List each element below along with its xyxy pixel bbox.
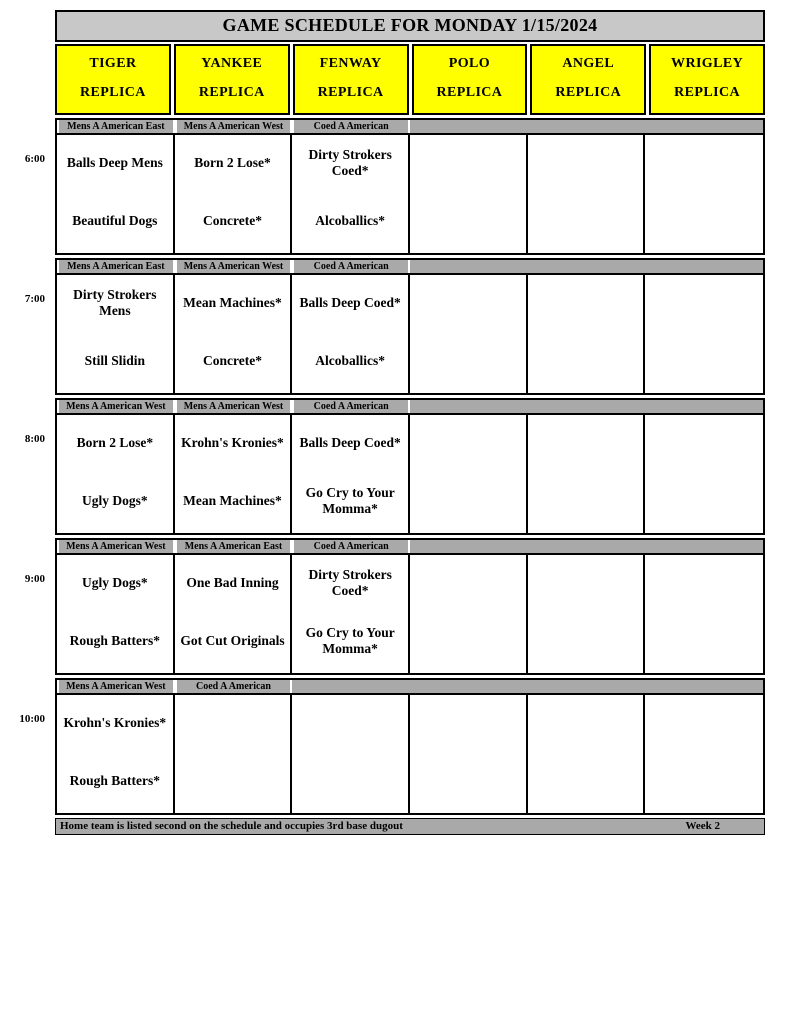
game-cell <box>175 135 293 253</box>
footer-bar <box>55 818 765 835</box>
field-name: ANGEL <box>562 56 615 71</box>
away-team <box>412 563 524 603</box>
schedule-block-9pm <box>0 538 791 675</box>
column-header-wrigley <box>649 44 765 115</box>
game-cell <box>528 275 646 393</box>
away-team <box>412 703 524 743</box>
field-name: FENWAY <box>319 56 382 71</box>
away-team: Born 2 Lose* <box>194 155 271 171</box>
game-cell <box>175 415 293 533</box>
league-cell: Mens A American West <box>177 120 291 133</box>
game-cell <box>292 135 410 253</box>
games-row <box>55 693 765 815</box>
game-cell <box>528 555 646 673</box>
game-cell <box>645 695 763 813</box>
league-cell: Coed A American <box>177 680 291 693</box>
home-team: Go Cry to Your Momma* <box>305 485 395 516</box>
column-header-fenway <box>293 44 409 115</box>
away-team <box>412 423 524 463</box>
league-cell: Mens A American West <box>177 260 291 273</box>
league-cell: Mens A American East <box>59 120 173 133</box>
field-sub: REPLICA <box>317 85 384 100</box>
away-team: Balls Deep Mens <box>66 155 163 171</box>
home-team <box>412 761 524 801</box>
league-cell: Mens A American West <box>59 400 173 413</box>
home-team <box>177 761 289 801</box>
away-team <box>530 703 642 743</box>
league-cell <box>410 680 528 693</box>
away-team <box>647 423 761 463</box>
home-team <box>530 481 642 521</box>
column-header-polo <box>412 44 528 115</box>
games-row <box>55 413 765 535</box>
home-team <box>412 481 524 521</box>
game-cell <box>645 415 763 533</box>
league-cell <box>528 400 646 413</box>
away-team: Born 2 Lose* <box>76 435 154 451</box>
league-row <box>55 398 765 413</box>
away-team <box>530 283 642 323</box>
home-team: Concrete* <box>203 353 262 369</box>
league-cell <box>410 400 528 413</box>
league-cell <box>410 260 528 273</box>
home-team <box>647 761 761 801</box>
field-name: POLO <box>448 56 491 71</box>
home-team: Still Slidin <box>84 353 146 369</box>
league-cell: Coed A American <box>294 260 408 273</box>
league-cell <box>292 680 410 693</box>
home-team: Rough Batters* <box>69 633 161 649</box>
game-cell <box>645 275 763 393</box>
league-cell <box>645 540 763 553</box>
home-team <box>530 201 642 241</box>
away-team <box>177 703 289 743</box>
league-cell <box>528 540 646 553</box>
league-cell <box>410 540 528 553</box>
field-header-row <box>55 44 765 115</box>
home-team <box>530 341 642 381</box>
game-cell <box>410 415 528 533</box>
schedule-title: GAME SCHEDULE FOR MONDAY 1/15/2024 <box>55 10 765 42</box>
away-team <box>647 143 761 183</box>
league-cell <box>528 120 646 133</box>
league-cell: Mens A American West <box>59 680 173 693</box>
game-cell <box>410 695 528 813</box>
away-team <box>530 563 642 603</box>
schedule-block-7pm <box>0 258 791 395</box>
away-team <box>412 283 524 323</box>
game-cell <box>292 275 410 393</box>
home-team <box>647 341 761 381</box>
schedule-block-6pm <box>0 118 791 255</box>
away-team: Mean Machines* <box>183 295 282 311</box>
home-team: Ugly Dogs* <box>82 493 148 509</box>
away-team <box>647 563 761 603</box>
home-team <box>647 481 761 521</box>
game-cell <box>410 275 528 393</box>
game-cell <box>292 555 410 673</box>
home-team: Rough Batters* <box>69 773 161 789</box>
column-header-angel <box>530 44 646 115</box>
away-team: Krohn's Kronies* <box>181 435 284 451</box>
league-row <box>55 678 765 693</box>
away-team: Dirty Strokers Coed* <box>308 567 392 598</box>
away-team: Krohn's Kronies* <box>63 715 167 731</box>
games-row <box>55 273 765 395</box>
league-cell <box>645 400 763 413</box>
league-cell <box>645 680 763 693</box>
time-label: 6:00 <box>24 153 45 165</box>
home-team <box>647 621 761 661</box>
field-sub: REPLICA <box>80 85 146 100</box>
away-team: Dirty Strokers Mens <box>73 287 157 318</box>
away-team: Ugly Dogs* <box>82 575 148 591</box>
league-row <box>55 118 765 133</box>
home-team: Mean Machines* <box>183 493 282 509</box>
away-team: One Bad Inning <box>186 575 279 591</box>
away-team <box>647 283 761 323</box>
home-team: Alcoballics* <box>315 353 386 369</box>
away-team <box>530 423 642 463</box>
league-cell: Coed A American <box>294 540 408 553</box>
league-cell: Mens A American West <box>59 540 173 553</box>
league-cell: Mens A American East <box>59 260 173 273</box>
game-cell <box>175 695 293 813</box>
game-cell <box>57 135 175 253</box>
home-team <box>412 621 524 661</box>
game-cell <box>410 135 528 253</box>
time-label: 8:00 <box>24 433 45 445</box>
game-cell <box>292 695 410 813</box>
game-cell <box>528 415 646 533</box>
league-cell: Coed A American <box>294 120 408 133</box>
game-cell <box>645 135 763 253</box>
field-name: YANKEE <box>201 56 263 71</box>
game-cell <box>645 555 763 673</box>
home-team: Concrete* <box>203 213 262 229</box>
away-team <box>294 703 406 743</box>
time-label: 7:00 <box>24 293 45 305</box>
away-team: Balls Deep Coed* <box>299 295 401 311</box>
time-label: 9:00 <box>24 573 45 585</box>
games-row <box>55 553 765 675</box>
league-cell <box>645 260 763 273</box>
league-cell <box>528 260 646 273</box>
league-row <box>55 258 765 273</box>
field-sub: REPLICA <box>674 85 740 100</box>
away-team <box>530 143 642 183</box>
home-team <box>530 761 642 801</box>
time-label: 10:00 <box>19 713 45 725</box>
field-sub: REPLICA <box>436 85 503 100</box>
home-team <box>647 201 761 241</box>
game-cell <box>57 275 175 393</box>
game-cell <box>528 135 646 253</box>
week-label: Week 2 <box>685 820 720 832</box>
away-team: Balls Deep Coed* <box>299 435 401 451</box>
league-cell <box>645 120 763 133</box>
home-team <box>412 341 524 381</box>
away-team <box>412 143 524 183</box>
league-cell <box>528 680 646 693</box>
schedule-block-8pm <box>0 398 791 535</box>
home-team <box>412 201 524 241</box>
league-row <box>55 538 765 553</box>
league-cell: Mens A American East <box>177 540 291 553</box>
home-team <box>530 621 642 661</box>
game-cell <box>175 555 293 673</box>
away-team: Dirty Strokers Coed* <box>308 147 392 178</box>
schedule-block-10pm <box>0 678 791 815</box>
league-cell <box>410 120 528 133</box>
game-cell <box>528 695 646 813</box>
league-cell: Mens A American West <box>177 400 291 413</box>
field-name: WRIGLEY <box>671 56 744 71</box>
home-team: Beautiful Dogs <box>72 213 158 229</box>
field-name: TIGER <box>89 56 137 71</box>
away-team <box>647 703 761 743</box>
footer-note: Home team is listed second on the schedule and occupies 3rd base dugout <box>60 820 403 832</box>
game-cell <box>57 695 175 813</box>
games-row <box>55 133 765 255</box>
game-cell <box>57 415 175 533</box>
column-header-tiger <box>55 44 171 115</box>
field-sub: REPLICA <box>198 85 265 100</box>
home-team: Alcoballics* <box>315 213 386 229</box>
game-cell <box>292 415 410 533</box>
home-team: Got Cut Originals <box>180 633 285 649</box>
game-cell <box>175 275 293 393</box>
game-cell <box>410 555 528 673</box>
field-sub: REPLICA <box>555 85 622 100</box>
game-cell <box>57 555 175 673</box>
home-team <box>294 761 406 801</box>
column-header-yankee <box>174 44 290 115</box>
home-team: Go Cry to Your Momma* <box>305 625 395 656</box>
league-cell: Coed A American <box>294 400 408 413</box>
